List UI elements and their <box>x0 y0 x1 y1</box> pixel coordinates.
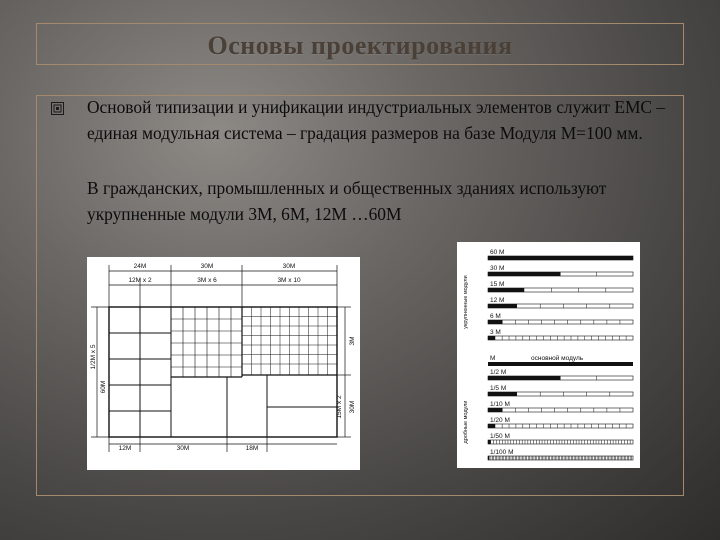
scale-bar-fill <box>488 272 561 276</box>
base-module-label: М <box>490 355 496 362</box>
scale-label: 1/5 М <box>490 385 507 392</box>
side-label: укрупненные модули <box>463 275 469 329</box>
bottom-dim-label: 12М <box>118 445 132 452</box>
scale-bar-fill <box>488 304 517 308</box>
sub-dim-label: 12М х 2 <box>128 277 152 284</box>
scale-bar-fill <box>488 336 495 340</box>
scale-label: 30 М <box>490 265 505 272</box>
scale-label: 1/20 М <box>490 417 510 424</box>
scale-bar <box>488 440 633 444</box>
scale-bar-fill <box>488 288 524 292</box>
left-dim-label: 1/2М х 5 <box>90 344 97 370</box>
scale-bar-fill <box>488 456 489 460</box>
scale-label: 12 М <box>490 297 505 304</box>
scale-label: 1/50 М <box>490 433 510 440</box>
scale-bar-fill <box>488 256 633 260</box>
top-dim-label: 24М <box>133 263 147 270</box>
left-dim-label: 60М <box>100 380 107 394</box>
paragraph-enlarged-modules: В гражданских, промышленных и общественных зданиях используют укрупненные модули 3М, 6М, 12М …60М <box>87 178 607 224</box>
scale-label: 60 М <box>490 249 505 256</box>
title-frame <box>36 23 684 65</box>
scale-label: 1/10 М <box>490 401 510 408</box>
scale-bar-fill <box>488 320 503 324</box>
right-dim-label: 30М <box>349 400 356 414</box>
module-scales-drawing <box>457 242 640 468</box>
scale-label: 1/2 М <box>490 369 507 376</box>
right-dim-label: 15М х 2 <box>336 395 343 419</box>
scale-label: 1/100 М <box>490 449 514 456</box>
paragraph-modular-system: Основой типизации и унификации индустриальных элементов служит ЕМС – единая модульная система – градация размеров на базе Модуля М=100 мм. <box>87 97 666 143</box>
side-label: дробные модули <box>463 400 469 444</box>
modular-grid-drawing <box>87 257 360 470</box>
scale-label: 15 М <box>490 281 505 288</box>
sub-dim-label: 3М х 10 <box>277 277 301 284</box>
top-dim-label: 30М <box>282 263 296 270</box>
scale-label: 3 М <box>490 329 501 336</box>
top-dim-label: 30М <box>200 263 214 270</box>
scale-bar <box>488 320 633 324</box>
scale-label: 6 М <box>490 313 501 320</box>
bottom-dim-label: 30М <box>176 445 190 452</box>
scale-bar <box>488 408 633 412</box>
slide-title: Основы проектирования <box>207 31 513 60</box>
bottom-dim-label: 18М <box>245 445 259 452</box>
scale-bar-fill <box>488 424 495 428</box>
boxed-square-bullet-icon <box>51 102 64 115</box>
scale-bar-fill <box>488 376 561 380</box>
scale-bar <box>488 336 633 340</box>
base-module-caption: основной модуль <box>531 355 584 362</box>
scale-bar-fill <box>488 440 491 444</box>
base-module-bar <box>488 362 633 366</box>
right-dim-label: 3М <box>349 336 356 346</box>
scale-bar-fill <box>488 392 517 396</box>
scale-bar <box>488 424 633 428</box>
scale-bar-fill <box>488 408 503 412</box>
sub-dim-label: 3М х 6 <box>197 277 217 284</box>
